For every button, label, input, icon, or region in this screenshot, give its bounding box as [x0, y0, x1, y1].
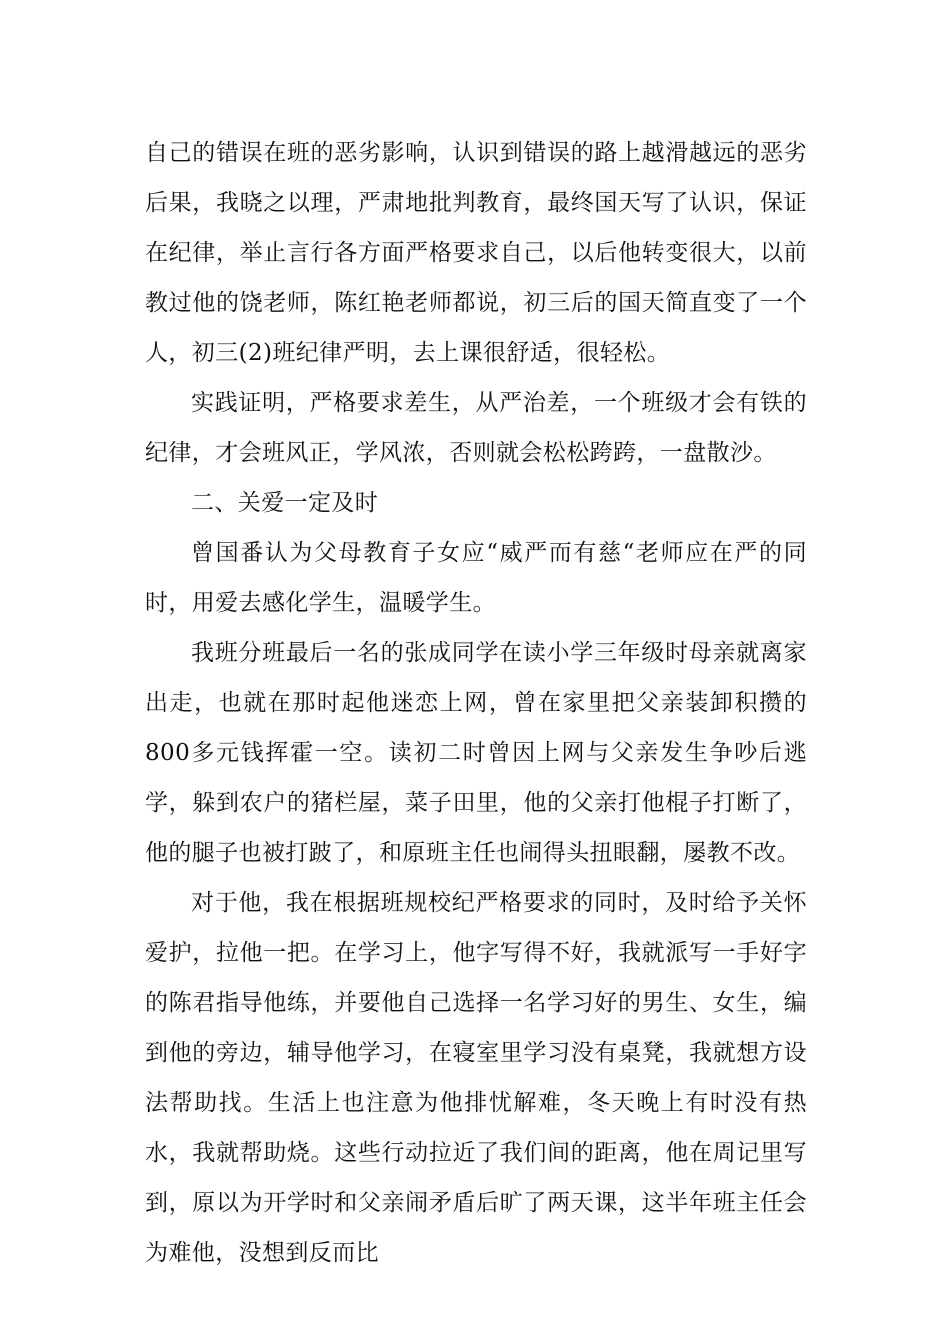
paragraph-practice-proof: 实践证明，严格要求差生，从严治差，一个班级才会有铁的纪律，才会班风正，学风浓，否则就会松松跨跨，一盘散沙。: [145, 390, 807, 466]
paragraph-zhang-cheng: 我班分班最后一名的张成同学在读小学三年级时母亲就离家出走，也就在那时起他迷恋上网，曾在家里把父亲装卸积攒的800多元钱挥霍一空。读初二时曾因上网与父亲发生争吵后逃学，躲到农户的猪栏屋，菜子田里，他的父亲打他棍子打断了，他的腿子也被打跛了，和原班主任也闹得头扭眼翻，屡教不改。: [145, 640, 807, 866]
paragraph-care-actions: 对于他，我在根据班规校纪严格要求的同时，及时给予关怀爱护，拉他一把。在学习上，他字写得不好，我就派写一手好字的陈君指导他练，并要他自己选择一名学习好的男生、女生，编到他的旁边，辅导他学习，在寝室里学习没有桌凳，我就想方设法帮助找。生活上也注意为他排忧解难，冬天晚上有时没有热水，我就帮助烧。这些行动拉近了我们间的距离，他在周记里写到，原以为开学时和父亲闹矛盾后旷了两天课，这半年班主任会为难他，没想到反而比: [145, 890, 807, 1266]
paragraph-zeng-guofan: 曾国番认为父母教育子女应“威严而有慈“老师应在严的同时，用爱去感化学生，温暖学生。: [145, 540, 807, 616]
paragraph-continuation: 自己的错误在班的恶劣影响，认识到错误的路上越滑越远的恶劣后果，我晓之以理，严肃地批判教育，最终国天写了认识，保证在纪律，举止言行各方面严格要求自己，以后他转变很大，以前教过他的饶老师，陈红艳老师都说，初三后的国天简直变了一个人，初三(2)班纪律严明，去上课很舒适，很轻松。: [145, 140, 807, 366]
section-heading-care: 二、关爱一定及时: [191, 490, 379, 516]
document-body: [145, 128, 807, 1278]
